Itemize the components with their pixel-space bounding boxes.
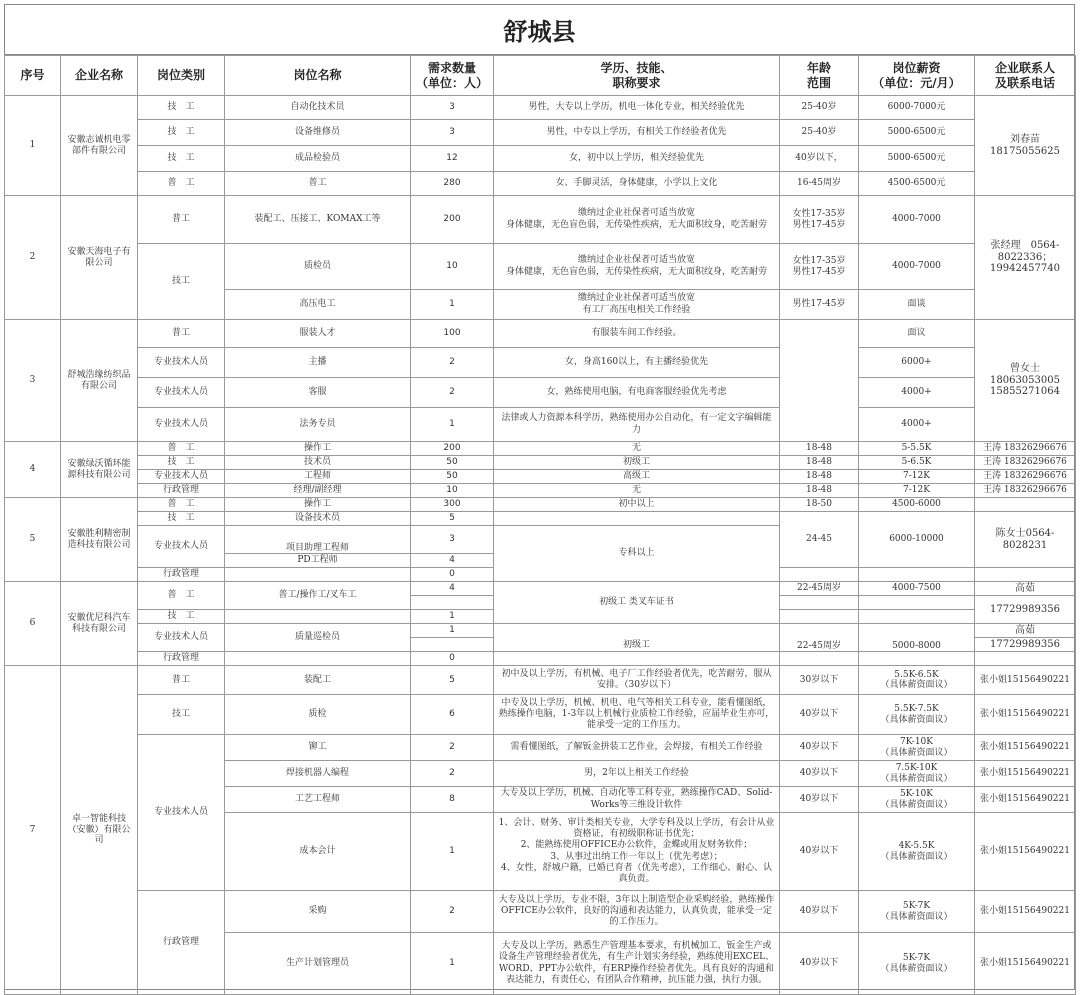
table-row	[5, 172, 1076, 196]
job-salary: 7K-10K （具体薪资面议）	[859, 735, 975, 761]
job-position: 质量巡检员	[225, 624, 411, 652]
job-position: 设备技术员	[225, 512, 411, 526]
job-category: 专业技术人员	[138, 348, 225, 378]
table-row	[5, 320, 1076, 348]
job-requirements: 缴纳过企业社保者可适当放宽 有工厂高压电相关工作经验	[494, 290, 780, 320]
job-count: 6	[411, 695, 494, 735]
page-title: 舒城县	[4, 4, 1075, 55]
job-count-empty	[411, 596, 494, 610]
job-requirements-empty	[494, 512, 780, 526]
job-salary-empty	[859, 568, 975, 582]
job-category: 技工	[138, 244, 225, 320]
job-salary: 4000-7000	[859, 196, 975, 244]
company-contact: 张小姐15156490221	[975, 695, 1076, 735]
job-category: 普工	[138, 196, 225, 244]
job-category: 行政管理	[138, 891, 225, 995]
job-requirements: 大专及以上学历，专业不限，3年以上制造型企业采购经验，熟练操作OFFICE办公软件，良好的沟通和表达能力，认真负责，能承受一定的工作压力。	[494, 891, 780, 933]
job-age: 18-48	[780, 484, 859, 498]
job-category: 普 工	[138, 172, 225, 196]
table-row	[5, 512, 1076, 526]
company-contact: 张小姐15156490221	[975, 933, 1076, 995]
job-position: 自动化技术员	[225, 96, 411, 120]
row-number: 7	[5, 666, 61, 995]
job-salary: 6000-10000	[859, 512, 975, 568]
job-category: 技 工	[138, 512, 225, 526]
row-number: 3	[5, 320, 61, 442]
job-position-empty	[225, 568, 411, 582]
job-requirements: 需看懂图纸，了解钣金拼装工艺作业，会焊接，有相关工作经验	[494, 735, 780, 761]
job-requirements: 专科以上	[494, 526, 780, 582]
job-position: 操作工	[225, 498, 411, 512]
company-name: 安徽胜利精密制造科技有限公司	[61, 498, 138, 582]
job-age: 18-48	[780, 442, 859, 456]
job-requirements: 有服装车间工作经验。	[494, 320, 780, 348]
job-requirements: 高级工	[494, 470, 780, 484]
table-row	[5, 652, 1076, 666]
job-position: 成品检验员	[225, 146, 411, 172]
job-requirements: 大专及以上学历，机械、自动化等工科专业，熟练操作CAD、Solid-Works等三维设计软件	[494, 787, 780, 813]
job-requirements: 1、会计、财务、审计类相关专业，大学专科及以上学历，有会计从业资格证，有初级职称证书优先； 2、能熟练使用OFFICE办公软件，金蝶或用友财务软件； 3、从事过出纳工作一年以上（优先考虑）； 4、女性，舒城户籍，已婚已育者（优先考虑），工作细心、耐心、认真负责。	[494, 813, 780, 891]
job-salary: 4K-5.5K （具体薪资面议）	[859, 813, 975, 891]
job-position: 设备维修员	[225, 120, 411, 146]
job-category: 技 工	[138, 610, 225, 624]
company-name: 舒城浩缘纺织品有限公司	[61, 320, 138, 442]
job-position: 装配工	[225, 666, 411, 695]
company-contact: 曾女士 18063053005 15855271064	[975, 320, 1076, 442]
company-contact: 高茹	[975, 582, 1076, 596]
job-age: 30岁以下	[780, 666, 859, 695]
job-position: 高压电工	[225, 290, 411, 320]
job-salary: 4000-7000	[859, 244, 975, 290]
job-position: 经理/副经理	[225, 484, 411, 498]
job-position: 成本会计	[225, 813, 411, 891]
company-name: 安徽天海电子有限公司	[61, 196, 138, 320]
job-requirements: 初级工 类叉车证书	[494, 582, 780, 624]
job-salary: 5000-8000	[859, 624, 975, 652]
job-age-empty	[780, 568, 859, 582]
job-position: 服装人才	[225, 320, 411, 348]
job-count: 2	[411, 891, 494, 933]
company-contact-empty	[975, 652, 1076, 666]
company-contact-empty	[975, 498, 1076, 512]
job-requirements: 无	[494, 442, 780, 456]
job-count: 200	[411, 196, 494, 244]
job-requirements-empty	[494, 652, 780, 666]
company-contact: 刘春苗 18175055625	[975, 96, 1076, 196]
table-row	[5, 735, 1076, 761]
header-salary: 岗位薪资 （单位：元/月）	[859, 56, 975, 96]
job-position: 焊接机器人编程	[225, 761, 411, 787]
job-age: 22-45周岁	[780, 624, 859, 652]
job-category: 专业技术人员	[138, 624, 225, 652]
job-category: 技 工	[138, 120, 225, 146]
job-position: 工艺工程师	[225, 787, 411, 813]
job-salary: 7-12K	[859, 484, 975, 498]
job-category: 专业技术人员	[138, 735, 225, 891]
table-row	[5, 378, 1076, 408]
job-age: 16-45周岁	[780, 172, 859, 196]
job-salary: 面议	[859, 320, 975, 348]
job-category: 普工	[138, 320, 225, 348]
job-category: 技 工	[138, 146, 225, 172]
job-salary: 5000-6500元	[859, 146, 975, 172]
job-requirements: 男性，中专以上学历，有相关工作经验者优先	[494, 120, 780, 146]
job-requirements: 初中及以上学历，有机械、电子厂工作经验者优先，吃苦耐劳，服从安排。（30岁以下）	[494, 666, 780, 695]
job-salary: 5.5K-6.5K （具体薪资面议）	[859, 666, 975, 695]
job-position: 普工/操作工/叉车工	[225, 582, 411, 610]
job-position-empty	[225, 652, 411, 666]
job-count: 5	[411, 512, 494, 526]
company-contact: 高茹	[975, 624, 1076, 638]
job-position: 法务专员	[225, 408, 411, 442]
job-age: 18-50	[780, 498, 859, 512]
job-category: 普 工	[138, 442, 225, 456]
header-row	[5, 56, 1076, 96]
job-count: 1	[411, 933, 494, 995]
company-contact: 17729989356	[975, 596, 1076, 624]
job-position: 采购	[225, 891, 411, 933]
row-number: 6	[5, 582, 61, 666]
job-position: 铆工	[225, 735, 411, 761]
job-count: 4	[411, 582, 494, 596]
job-age: 22-45周岁	[780, 582, 859, 596]
company-contact: 17729989356	[975, 638, 1076, 652]
job-count: 3	[411, 526, 494, 554]
job-salary: 6000+	[859, 348, 975, 378]
job-count: 1	[411, 290, 494, 320]
job-position: 装配工、压接工、KOMAX工等	[225, 196, 411, 244]
job-requirements: 女，初中以上学历，相关经验优先	[494, 146, 780, 172]
job-count: 300	[411, 498, 494, 512]
table-row	[5, 442, 1076, 456]
job-salary-empty	[859, 596, 975, 610]
job-count: 1	[411, 813, 494, 891]
company-contact-empty	[975, 568, 1076, 582]
job-requirements: 初中以上	[494, 498, 780, 512]
job-count: 1	[411, 408, 494, 442]
job-salary: 4000-7500	[859, 582, 975, 596]
job-position: 普工	[225, 172, 411, 196]
header-position: 岗位名称	[225, 56, 411, 96]
job-age: 40岁以下	[780, 787, 859, 813]
job-table	[4, 55, 1076, 995]
company-name: 卓一智能科技（安徽）有限公司	[61, 666, 138, 995]
job-salary: 4000+	[859, 408, 975, 442]
job-position: PD工程师	[225, 554, 411, 568]
row-number: 1	[5, 96, 61, 196]
table-row	[5, 196, 1076, 244]
job-age: 25-40岁	[780, 96, 859, 120]
job-position: 主播	[225, 348, 411, 378]
job-category: 普工	[138, 666, 225, 695]
job-requirements: 无	[494, 484, 780, 498]
company-name: 安徽绿沃循环能源科技有限公司	[61, 442, 138, 498]
job-requirements: 女，身高160以上，有主播经验优先	[494, 348, 780, 378]
job-count: 2	[411, 761, 494, 787]
job-age-empty	[780, 610, 859, 624]
job-salary: 4500-6500元	[859, 172, 975, 196]
row-number: 2	[5, 196, 61, 320]
job-salary: 5.5K-7.5K （具体薪资面议）	[859, 695, 975, 735]
job-count: 5	[411, 666, 494, 695]
job-requirements: 缴纳过企业社保者可适当放宽 身体健康，无色盲色弱，无传染性疾病，无大面积纹身，吃苦耐劳	[494, 244, 780, 290]
company-contact: 张经理 0564-8022336； 19942457740	[975, 196, 1076, 320]
row-number: 4	[5, 442, 61, 498]
table-row	[5, 456, 1076, 470]
job-count: 1	[411, 624, 494, 638]
job-age: 25-40岁	[780, 120, 859, 146]
company-contact: 张小姐15156490221	[975, 813, 1076, 891]
company-name: 安徽志诚机电零部件有限公司	[61, 96, 138, 196]
job-age: 女性17-35岁 男性17-45岁	[780, 244, 859, 290]
table-row	[5, 582, 1076, 596]
job-count: 0	[411, 652, 494, 666]
table-row	[5, 408, 1076, 442]
job-requirements: 中专及以上学历，机械、机电、电气等相关工科专业，能看懂图纸，熟练操作电脑，1-3年以上机械行业质检工作经验，应届毕业生亦可，能承受一定的工作压力。	[494, 695, 780, 735]
table-row	[5, 120, 1076, 146]
header-age: 年龄 范围	[780, 56, 859, 96]
job-category: 专业技术人员	[138, 526, 225, 568]
job-age: 40岁以下	[780, 813, 859, 891]
company-contact: 王涛 18326296676	[975, 456, 1076, 470]
job-salary-empty	[859, 652, 975, 666]
header-contact: 企业联系人 及联系电话	[975, 56, 1076, 96]
job-count: 4	[411, 554, 494, 568]
table-row	[5, 470, 1076, 484]
table-row	[5, 695, 1076, 735]
job-age: 18-48	[780, 470, 859, 484]
job-requirements: 女、手脚灵活，身体健康，小学以上文化	[494, 172, 780, 196]
company-contact: 王涛 18326296676	[975, 470, 1076, 484]
table-row	[5, 96, 1076, 120]
table-row	[5, 624, 1076, 638]
table-row	[5, 484, 1076, 498]
job-count: 100	[411, 320, 494, 348]
job-category: 普 工	[138, 582, 225, 610]
job-salary: 5000-6500元	[859, 120, 975, 146]
job-position: 客服	[225, 378, 411, 408]
job-position: 操作工	[225, 442, 411, 456]
job-position-empty	[225, 610, 411, 624]
job-salary-empty	[859, 610, 975, 624]
job-position: 质检	[225, 695, 411, 735]
job-age: 40岁以下	[780, 695, 859, 735]
job-age: 40岁以下	[780, 891, 859, 933]
job-category: 专业技术人员	[138, 378, 225, 408]
company-contact: 张小姐15156490221	[975, 891, 1076, 933]
job-count: 280	[411, 172, 494, 196]
company-contact: 张小姐15156490221	[975, 761, 1076, 787]
job-category: 普 工	[138, 498, 225, 512]
table-row	[5, 666, 1076, 695]
job-category: 技工	[138, 695, 225, 735]
job-count: 10	[411, 244, 494, 290]
table-row	[5, 244, 1076, 290]
job-requirements: 初级工	[494, 456, 780, 470]
table-row	[5, 146, 1076, 172]
job-count: 3	[411, 120, 494, 146]
company-name: 安徽优尼科汽车科技有限公司	[61, 582, 138, 666]
job-count: 2	[411, 735, 494, 761]
job-count: 10	[411, 484, 494, 498]
job-category: 专业技术人员	[138, 408, 225, 442]
job-position: 技术员	[225, 456, 411, 470]
job-position: 工程师	[225, 470, 411, 484]
company-contact: 张小姐15156490221	[975, 666, 1076, 695]
header-count: 需求数量 （单位：人）	[411, 56, 494, 96]
job-salary: 5K-7K （具体薪资面议）	[859, 891, 975, 933]
job-category: 技 工	[138, 96, 225, 120]
row-number: 5	[5, 498, 61, 582]
job-position: 质检员	[225, 244, 411, 290]
job-count-empty	[411, 638, 494, 652]
job-count: 1	[411, 610, 494, 624]
job-salary: 6000-7000元	[859, 96, 975, 120]
job-count: 0	[411, 568, 494, 582]
job-requirements: 男性，大专以上学历，机电一体化专业，相关经验优先	[494, 96, 780, 120]
job-salary: 4500-6000	[859, 498, 975, 512]
company-contact: 王涛 18326296676	[975, 484, 1076, 498]
job-requirements: 大专及以上学历，熟悉生产管理基本要求，有机械加工、钣金生产或设备生产管理经验者优先，有生产计划实务经验，熟练使用EXCEL、WORD、PPT办公软件，有ERP操作经验者优先。具有良好的沟通和表达能力，有责任心，有团队合作精神，抗压能力强，执行力强。	[494, 933, 780, 995]
job-age: 18-48	[780, 456, 859, 470]
job-age-empty	[780, 596, 859, 610]
job-requirements: 女，熟练使用电脑，有电商客服经验优先考虑	[494, 378, 780, 408]
job-salary: 面谈	[859, 290, 975, 320]
job-age: 女性17-35岁 男性17-45岁	[780, 196, 859, 244]
job-age: 40岁以下	[780, 735, 859, 761]
table-row	[5, 891, 1076, 933]
company-contact: 陈女士0564-8028231	[975, 512, 1076, 568]
job-salary: 7.5K-10K （具体薪资面议）	[859, 761, 975, 787]
header-requirements: 学历、技能、 职称要求	[494, 56, 780, 96]
job-count: 12	[411, 146, 494, 172]
job-count: 3	[411, 96, 494, 120]
job-category: 行政管理	[138, 652, 225, 666]
job-age: 男性17-45岁	[780, 290, 859, 320]
header-no: 序号	[5, 56, 61, 96]
job-category: 专业技术人员	[138, 470, 225, 484]
job-salary: 7-12K	[859, 470, 975, 484]
job-position: 项目助理工程师	[225, 526, 411, 554]
job-age: 24-45	[780, 512, 859, 568]
job-requirements: 初级工	[494, 624, 780, 652]
job-position: 生产计划管理员	[225, 933, 411, 995]
job-age-empty	[780, 652, 859, 666]
job-category: 行政管理	[138, 568, 225, 582]
header-category: 岗位类别	[138, 56, 225, 96]
job-category: 行政管理	[138, 484, 225, 498]
company-contact: 张小姐15156490221	[975, 787, 1076, 813]
job-count: 8	[411, 787, 494, 813]
job-age: 40岁以下，	[780, 146, 859, 172]
job-age	[780, 320, 859, 442]
job-count: 2	[411, 348, 494, 378]
job-salary: 5K-7K （具体薪资面议）	[859, 933, 975, 995]
job-requirements: 缴纳过企业社保者可适当放宽 身体健康，无色盲色弱，无传染性疾病，无大面积纹身，吃苦耐劳	[494, 196, 780, 244]
job-count: 2	[411, 378, 494, 408]
job-requirements: 男，2年以上相关工作经验	[494, 761, 780, 787]
job-count: 50	[411, 470, 494, 484]
job-requirements: 法律或人力资源本科学历，熟练使用办公自动化，有一定文字编辑能力	[494, 408, 780, 442]
company-contact: 王涛 18326296676	[975, 442, 1076, 456]
job-category: 技 工	[138, 456, 225, 470]
table-row	[5, 348, 1076, 378]
job-count: 200	[411, 442, 494, 456]
job-salary: 5K-10K （具体薪资面议）	[859, 787, 975, 813]
job-count: 50	[411, 456, 494, 470]
job-age: 40岁以下	[780, 761, 859, 787]
job-salary: 5-6.5K	[859, 456, 975, 470]
job-salary: 5-5.5K	[859, 442, 975, 456]
company-contact: 张小姐15156490221	[975, 735, 1076, 761]
table-row	[5, 498, 1076, 512]
job-salary: 4000+	[859, 378, 975, 408]
header-company: 企业名称	[61, 56, 138, 96]
job-age: 40岁以下	[780, 933, 859, 995]
